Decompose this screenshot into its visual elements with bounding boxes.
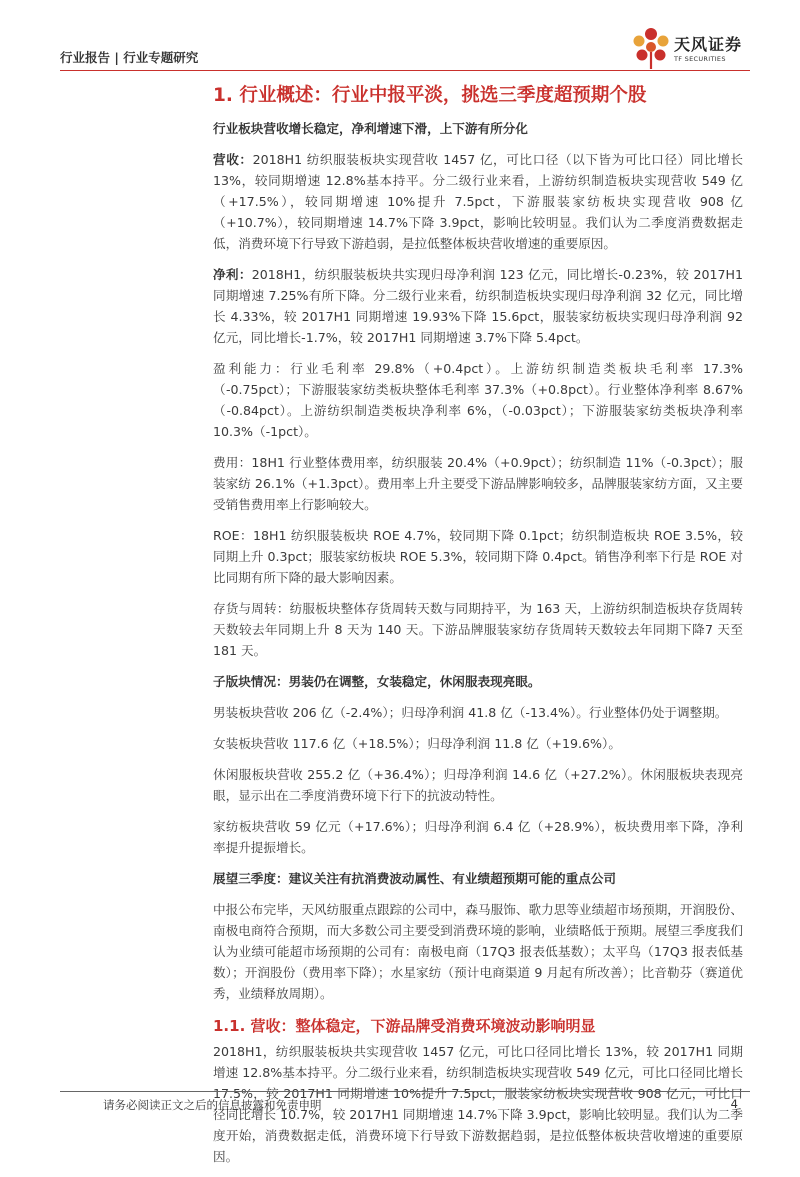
logo-english-name: TF SECURITIES <box>674 55 726 63</box>
revenue-label: 营收： <box>213 152 253 167</box>
expense-paragraph: 费用：18H1 行业整体费用率，纺织服装 20.4%（+0.9pct）；纺织制造 11%（-0.3pct）；服装家纺 26.1%（+1.3pct）。费用率上升主要受下游品牌影响较多，品牌服装家纺方面，又主要受销售费用率上行影响较大。 <box>213 455 743 512</box>
header-divider <box>60 70 750 71</box>
report-category: 行业报告 | 行业专题研究 <box>60 50 199 65</box>
womenswear-paragraph: 女装板块营收 117.6 亿（+18.5%）；归母净利润 11.8 亿（+19.6%）。 <box>213 736 621 751</box>
profit-label: 净利： <box>213 267 252 282</box>
margin-paragraph: 盈利能力：行业毛利率 29.8%（+0.4pct）。上游纺织制造类板块毛利率 17.3%（-0.75pct）；下游服装家纺类板块整体毛利率 37.3%（+0.8pct）。行业整体净利率 8.67%（-0.84pct）。上游纺织制造类板块净利率 6%，（-0.03pct）；下游服装家纺类板块净利率 10.3%（-1pct）。 <box>213 361 743 439</box>
footer-disclaimer: 请务必阅读正文之后的信息披露和免责申明 <box>103 1098 322 1112</box>
footer-divider <box>60 1091 750 1092</box>
menswear-paragraph: 男装板块营收 206 亿（-2.4%）；归母净利润 41.8 亿（-13.4%）。行业整体仍处于调整期。 <box>213 705 728 720</box>
section-subtitle: 行业板块营收增长稳定，净利增速下滑，上下游有所分化 <box>213 121 528 136</box>
profit-text: 2018H1，纺织服装板块共实现归母净利润 123 亿元，同比增长-0.23%，较 2017H1同期增速 7.25%有所下降。分二级行业来看，纺织制造板块实现归母净利润 32 亿元，同比增长 4.33%，较 2017H1 同期增速 19.93%下降 15.6pct，服装家纺板块实现归母净利润 92 亿元，同比增长-1.7%，较 2017H1 同期增速 3.7%下降 5.4pct。 <box>213 267 743 345</box>
revenue-text: 2018H1 纺织服装板块实现营收 1457 亿，可比口径（以下皆为可比口径）同比增长13%，较同期增速 12.8%基本持平。分二级行业来看，上游纺织制造板块实现营收 549 亿（+17.5%），较同期增速 10%提升 7.5pct，下游服装家纺板块实现营收 908 亿（+10.7%），较同期增速 14.7%下降 3.9pct，影响比较明显。我们认为二季度消费数据走低，消费环境下行导致下游趋弱，是拉低整体板块营收增速的重要原因。 <box>213 152 744 251</box>
inventory-paragraph: 存货与周转：纺服板块整体存货周转天数与同期持平，为 163 天，上游纺织制造板块存货周转天数较去年同期上升 8 天为 140 天。下游品牌服装家纺存货周转天数较去年同期下降7 天至 181 天。 <box>213 601 743 658</box>
subsection-paragraph: 2018H1，纺织服装板块共实现营收 1457 亿元，可比口径同比增长 13%，较 2017H1 同期增速 12.8%基本持平。分二级行业来看，纺织制造板块实现营收 549 亿元，可比口径同比增长 17.5%，较 2017H1 同期增速 10%提升 7.5pct，服装家纺板块实现营收 908 亿元，可比口径同比增长 10.7%，较 2017H1 同期增速 14.7%下降 3.9pct，影响比较明显。我们认为二季度开始，消费数据走低，消费环境下行导致下游数据趋弱，是拉低整体板块营收增速的重要原因。 <box>213 1044 743 1164</box>
tf-securities-logo <box>630 24 750 72</box>
section-title: 1. 行业概述：行业中报平淡，挑选三季度超预期个股 <box>213 85 647 106</box>
casualwear-paragraph: 休闲服板块营收 255.2 亿（+36.4%）；归母净利润 14.6 亿（+27.2%）。休闲服板块表现亮眼，显示出在二季度消费环境下行下的抗波动特性。 <box>213 767 743 803</box>
outlook-paragraph: 中报公布完毕，天风纺服重点跟踪的公司中，森马服饰、歌力思等业绩超市场预期，开润股份、南极电商符合预期，而大多数公司主要受到消费环境的影响，业绩略低于预期。展望三季度我们认为业绩可能超市场预期的公司有：南极电商（17Q3 报表低基数）；太平鸟（17Q3 报表低基数）；开润股份（费用率下降）；水星家纺（预计电商渠道 9 月起有所改善）；比音勒芬（赛道优秀，业绩释放周期）。 <box>213 902 743 1001</box>
page-header <box>60 35 750 70</box>
outlook-heading: 展望三季度：建议关注有抗消费波动属性、有业绩超预期可能的重点公司 <box>213 871 616 886</box>
page-number: 4 <box>730 1097 738 1111</box>
profit-paragraph <box>213 264 743 348</box>
logo-chinese-name: 天风证券 <box>674 35 743 54</box>
main-content <box>213 82 743 1177</box>
sub-board-heading: 子版块情况：男装仍在调整，女装稳定，休闲服表现亮眼。 <box>213 674 541 689</box>
revenue-paragraph <box>213 149 743 254</box>
flower-logo-icon <box>630 26 672 70</box>
hometextile-paragraph: 家纺板块营收 59 亿元（+17.6%）；归母净利润 6.4 亿（+28.9%），板块费用率下降，净利率提升提振增长。 <box>213 819 743 855</box>
roe-paragraph: ROE：18H1 纺织服装板块 ROE 4.7%，较同期下降 0.1pct；纺织制造板块 ROE 3.5%，较同期上升 0.3pct；服装家纺板块 ROE 5.3%，较同期下降 0.4pct。销售净利率下行是 ROE 对比同期有所下降的最大影响因素。 <box>213 528 743 585</box>
subsection-title: 1.1. 营收：整体稳定，下游品牌受消费环境波动影响明显 <box>213 1017 596 1035</box>
